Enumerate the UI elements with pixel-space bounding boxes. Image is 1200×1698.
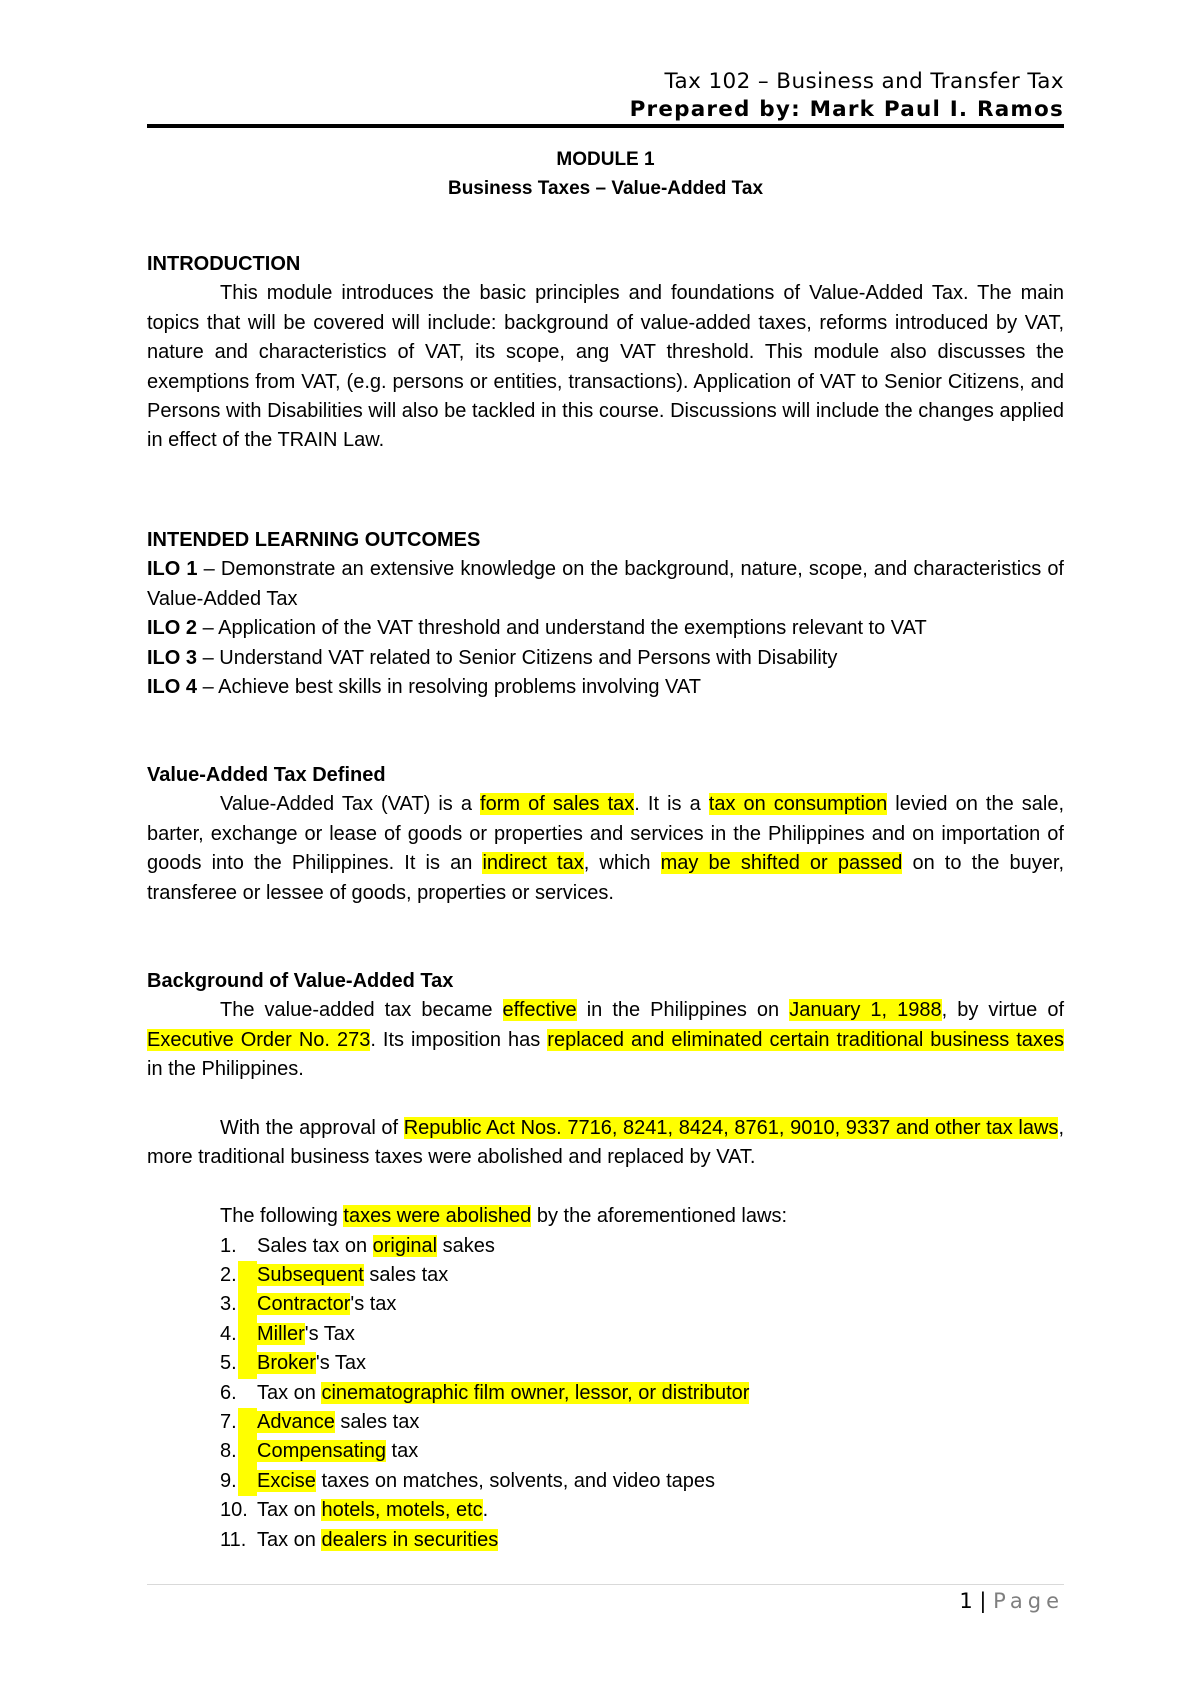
text-run: . Its imposition has: [370, 1028, 548, 1051]
vat-defined-section: [147, 761, 1064, 908]
vat-defined-text: [147, 790, 1064, 908]
module-title: MODULE 1: [556, 149, 655, 170]
text-run: , more traditional business taxes were abolished and replaced by VAT.: [147, 1117, 1064, 1169]
highlighted-text: Executive Order No. 273: [147, 1028, 371, 1051]
module-title-block: [147, 145, 1064, 203]
blank-line: [147, 1173, 1064, 1202]
introduction-section: [147, 250, 1064, 456]
ilo-label: ILO 2: [147, 617, 198, 640]
list-item-text: tax: [385, 1440, 419, 1463]
highlighted-text: Excise: [257, 1469, 316, 1492]
text-run: in the Philippines.: [147, 1058, 304, 1081]
ilo-label: ILO 3: [147, 646, 198, 669]
blank-line: [147, 1085, 1064, 1114]
highlighted-text: January 1, 1988: [789, 999, 942, 1022]
vat-background-section: [147, 967, 1064, 1555]
list-item-number: 11.: [220, 1528, 247, 1551]
highlighted-text: Subsequent: [257, 1264, 364, 1287]
highlighted-text: Miller: [257, 1322, 305, 1345]
list-item-number: 3.: [220, 1290, 257, 1319]
ilo-text: – Demonstrate an extensive knowledge on the background, nature, scope, and characteristics of Value-Added Tax: [147, 558, 1064, 610]
text-run: . It is a: [634, 793, 709, 816]
list-item-number: 1.: [220, 1234, 237, 1257]
text-run: The value-added tax became: [220, 999, 503, 1022]
header-author: Prepared by: Mark Paul I. Ramos: [629, 97, 1064, 122]
list-item-number: 8.: [220, 1437, 257, 1466]
list-item: [147, 1290, 1064, 1319]
text-run: The following: [220, 1205, 344, 1228]
list-item-text: sales tax: [334, 1411, 420, 1434]
highlighted-text: effective: [502, 999, 577, 1022]
header-course-title: Tax 102 – Business and Transfer Tax: [664, 69, 1064, 94]
list-item-text: sakes: [437, 1234, 495, 1257]
ilo-item: [147, 614, 1064, 643]
highlighted-text: replaced and eliminated certain traditional business taxes: [547, 1028, 1065, 1051]
list-item: [147, 1232, 1064, 1261]
list-item: [147, 1496, 1064, 1525]
background-paragraph-3: [147, 1202, 1064, 1231]
list-item: [147, 1349, 1064, 1378]
list-item: [147, 1320, 1064, 1349]
highlighted-text: tax on consumption: [708, 793, 888, 816]
background-paragraph-1: [147, 996, 1064, 1084]
list-item-number: 9.: [220, 1467, 257, 1496]
list-item-text: 's Tax: [304, 1322, 355, 1345]
vat-defined-heading: Value-Added Tax Defined: [147, 764, 386, 786]
list-item-number: 5.: [220, 1349, 257, 1378]
highlighted-text: hotels, motels, etc: [321, 1499, 483, 1522]
text-run: levied on the sale, barter, exchange or lease of goods or properties and services in the Philippines and on importation of goods into the Philippines. It is an: [147, 793, 1065, 875]
ilo-item: [147, 673, 1064, 702]
page-label: Page: [993, 1589, 1064, 1613]
text-run: Value-Added Tax (VAT) is a: [220, 793, 481, 816]
text-run: With the approval of: [220, 1117, 404, 1140]
ilo-label: ILO 4: [147, 676, 198, 699]
footer-separator: |: [972, 1589, 994, 1613]
highlighted-text: Advance: [257, 1411, 335, 1434]
list-item: [147, 1261, 1064, 1290]
list-item-number: 2.: [220, 1261, 257, 1290]
list-item-text: sales tax: [363, 1264, 449, 1287]
highlighted-text: indirect tax: [482, 852, 584, 875]
ilo-section: [147, 526, 1064, 702]
list-item: [147, 1379, 1064, 1408]
footer-rule: [147, 1584, 1064, 1585]
module-subtitle: Business Taxes – Value-Added Tax: [447, 178, 764, 199]
list-item-text: Tax on: [257, 1381, 322, 1404]
highlighted-text: cinematographic film owner, lessor, or distributor: [321, 1381, 750, 1404]
text-run: by the aforementioned laws:: [531, 1205, 787, 1228]
highlighted-text: form of sales tax: [480, 793, 635, 816]
text-run: , which: [583, 852, 661, 875]
background-paragraph-2: [147, 1114, 1064, 1173]
highlighted-text: original: [372, 1234, 438, 1257]
list-item-text: 's Tax: [315, 1352, 367, 1375]
page-footer: [147, 1586, 1064, 1616]
list-item-text: Tax on: [257, 1499, 322, 1522]
list-item: [147, 1467, 1064, 1496]
list-item-number: 7.: [220, 1408, 257, 1437]
list-item-number: 4.: [220, 1320, 257, 1349]
ilo-text: – Understand VAT related to Senior Citizens and Persons with Disability: [197, 646, 838, 669]
list-item-text: Sales tax on: [257, 1234, 373, 1257]
highlighted-text: Broker: [257, 1352, 316, 1375]
ilo-item: [147, 644, 1064, 673]
ilo-heading: INTENDED LEARNING OUTCOMES: [147, 529, 481, 551]
highlighted-text: Compensating: [257, 1440, 386, 1463]
abolished-taxes-list: [147, 1232, 1064, 1555]
highlighted-text: Republic Act Nos. 7716, 8241, 8424, 8761, 9010, 9337 and other tax laws: [403, 1117, 1059, 1140]
ilo-text: – Achieve best skills in resolving problems involving VAT: [197, 676, 701, 699]
list-item-text: 's tax: [350, 1293, 397, 1316]
highlighted-text: Contractor: [257, 1293, 351, 1316]
highlighted-text: dealers in securities: [321, 1528, 499, 1551]
ilo-label: ILO 1: [147, 558, 198, 581]
list-item-text: Tax on: [257, 1528, 322, 1551]
list-item: [147, 1437, 1064, 1466]
list-item-text: .: [482, 1499, 489, 1522]
vat-background-heading: Background of Value-Added Tax: [147, 970, 454, 992]
ilo-item: [147, 555, 1064, 614]
list-item: [147, 1408, 1064, 1437]
header-rule: [147, 124, 1064, 128]
introduction-text: This module introduces the basic principles and foundations of Value-Added Tax. The main topics that will be covered will include: background of value-added taxes, reforms introduced by VAT, nature and characteristics of VAT, its scope, ang VAT threshold. This module also discusses the exemptions from VAT, (e.g. persons or entities, transactions). Application of VAT to Senior Citizens, and Persons with Disabilities will also be tackled in this course. Discussions will include the changes applied in effect of the TRAIN Law.: [147, 282, 1064, 452]
text-run: , by virtue of: [941, 999, 1065, 1022]
ilo-text: – Application of the VAT threshold and understand the exemptions relevant to VAT: [197, 617, 927, 640]
list-item-text: taxes on matches, solvents, and video tapes: [315, 1469, 716, 1492]
page-number: 1: [959, 1589, 973, 1613]
list-item-number: 6.: [220, 1381, 237, 1404]
list-item-number: 10.: [220, 1499, 248, 1522]
text-run: in the Philippines on: [576, 999, 790, 1022]
highlighted-text: may be shifted or passed: [660, 852, 903, 875]
introduction-heading: INTRODUCTION: [147, 253, 301, 275]
highlighted-text: taxes were abolished: [343, 1205, 532, 1228]
list-item: [147, 1526, 1064, 1555]
page-header: [147, 68, 1064, 124]
text-run: on to the buyer, transferee or lessee of goods, properties or services.: [147, 852, 1064, 904]
